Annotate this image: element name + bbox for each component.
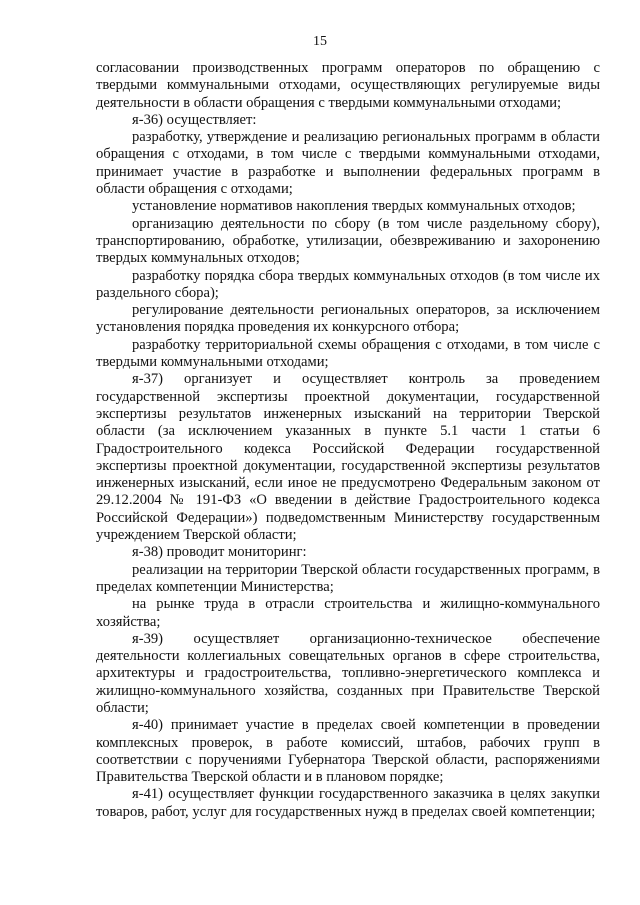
- paragraph: установление нормативов накопления твердых коммунальных отходов;: [132, 198, 576, 215]
- page-number: 15: [313, 34, 327, 49]
- document-body: [96, 60, 600, 821]
- paragraph: реализации на территории Тверской области государственных программ, в пределах компетенции Министерства;: [96, 561, 600, 595]
- paragraph-item-37: я-37) организует и осуществляет контроль за проведением государственной экспертизы проектной документации, государственной экспертизы результатов инженерных изысканий на территории Тверской области (за исключением указанных в пункте 5.1 части 1 статьи 6 Градостроительного кодекса Российской Федерации государственной экспертизы проектной документации, государственной экспертизы результатов инженерных изысканий, если иное не предусмотрено Федеральным законом от 29.12.2004 № 191-ФЗ «О введении в действие Градостроительного кодекса Российской Федерации») подведомственным Министерству государственным учреждением Тверской области;: [96, 371, 600, 544]
- paragraph: на рынке труда в отрасли строительства и жилищно-коммунального хозяйства;: [96, 596, 600, 630]
- paragraph: организацию деятельности по сбору (в том числе раздельному сбору), транспортированию, обработке, утилизации, обезвреживанию и захоронению твердых коммунальных отходов;: [96, 215, 600, 267]
- paragraph-item-36: я-36) осуществляет:: [132, 111, 257, 128]
- paragraph-item-41: я-41) осуществляет функции государственного заказчика в целях закупки товаров, работ, услуг для государственных нужд в пределах своей компетенции;: [96, 786, 600, 820]
- paragraph-item-38: я-38) проводит мониторинг:: [132, 544, 307, 561]
- paragraph: согласовании производственных программ операторов по обращению с твердыми коммунальными отходами, осуществляющих регулируемые виды деятельности в области обращения с твердыми коммунальными отходами;: [96, 60, 600, 111]
- paragraph-item-40: я-40) принимает участие в пределах своей компетенции в проведении комплексных проверок, в работе комиссий, штабов, рабочих групп в соответствии с поручениями Губернатора Тверской области, распоряжениями Правительства Тверской области и в плановом порядке;: [96, 717, 600, 786]
- paragraph: разработку, утверждение и реализацию региональных программ в области обращения с отходами, в том числе с твердыми коммунальными отходами, принимает участие в разработке и выполнении федеральных программ в области обращения с отходами;: [96, 129, 600, 198]
- paragraph: разработку порядка сбора твердых коммунальных отходов (в том числе их раздельного сбора);: [96, 267, 600, 301]
- paragraph: разработку территориальной схемы обращения с отходами, в том числе с твердыми коммунальными отходами;: [96, 336, 600, 371]
- paragraph: регулирование деятельности региональных операторов, за исключением установления порядка проведения их конкурсного отбора;: [96, 302, 600, 336]
- paragraph-item-39: я-39) осуществляет организационно-техническое обеспечение деятельности коллегиальных совещательных органов в сфере строительства, архитектуры и градостроительства, топливно-энергетического комплекса и жилищно-коммунального хозяйства, созданных при Правительстве Тверской области;: [96, 630, 600, 716]
